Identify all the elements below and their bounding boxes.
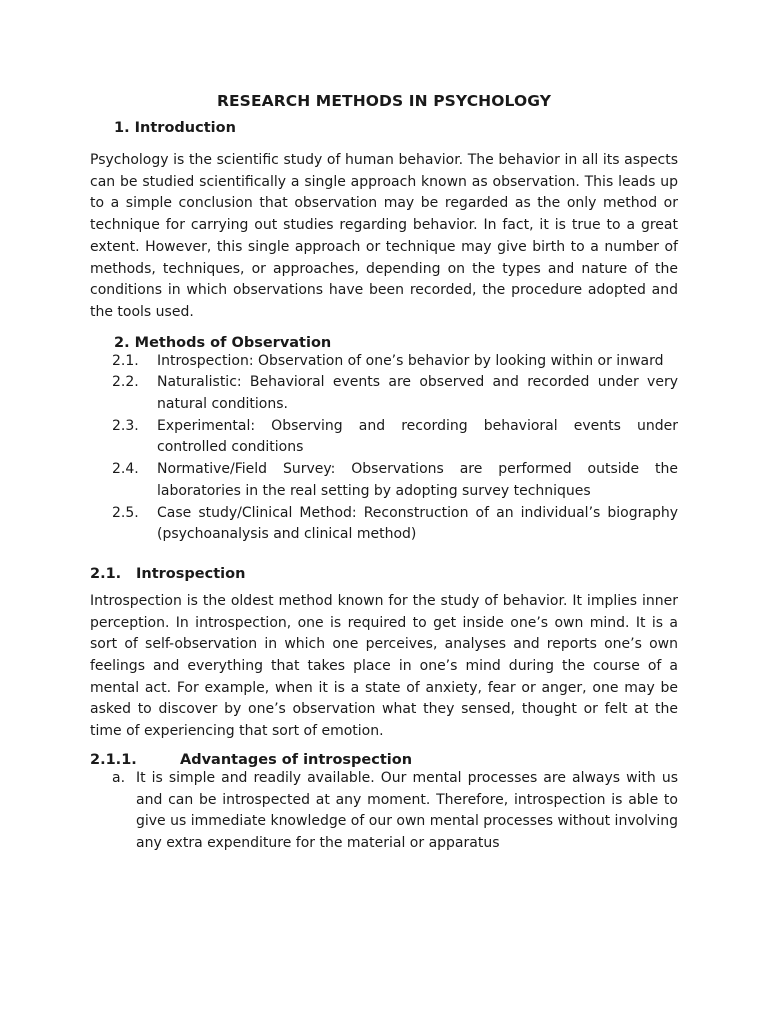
list-item-text: Introspection: Observation of one’s behavior by looking within or inward [157,352,664,369]
section-number: 2.1.1. [90,751,137,768]
section-2-1-heading [90,566,678,582]
list-item-text: Naturalistic: Behavioral events are observed and recorded under very natural conditions. [157,374,678,413]
list-item-letter: a. [112,769,126,786]
list-item-number: 2.2. [112,374,139,391]
methods-list [90,351,678,546]
section-title: Introspection [136,565,246,582]
list-item-number: 2.4. [112,461,139,478]
list-item [90,503,678,546]
introduction-paragraph: Psychology is the scientific study of human behavior. The behavior in all its aspects can be studied scientifically a single approach known as observation. This leads up to a simple conclusion that observation may be regarded as the only method or technique for carrying out studies regarding behavior. In fact, it is true to a great extent. However, this single approach or technique may give birth to a number of methods, techniques, or approaches, depending on the types and nature of the conditions in which observations have been recorded, the procedure adopted and the tools used. [90,152,678,320]
document-title: RESEARCH METHODS IN PSYCHOLOGY [216,92,552,110]
document-page [90,92,678,855]
list-item-text: Case study/Clinical Method: Reconstruction of an individual’s biography (psychoanalysis and clinical method) [157,504,678,543]
section-1-heading: 1. Introduction [114,120,236,136]
list-item [90,372,678,415]
list-item [90,416,678,459]
list-item-number: 2.1. [112,352,139,369]
list-item-text: It is simple and readily available. Our mental processes are always with us and can be introspected at any moment. Therefore, introspection is able to give us immediate knowledge of our own mental processes without involving any extra expenditure for the material or apparatus [136,769,678,851]
list-item-number: 2.5. [112,504,139,521]
introspection-paragraph: Introspection is the oldest method known for the study of behavior. It implies inner perception. In introspection, one is required to get inside one’s own mind. It is a sort of self-observation in which one perceives, analyses and reports one’s own feelings and everything that takes place in one’s mind during the course of a mental act. For example, when it is a state of anxiety, fear or anger, one may be asked to discover by one’s observation what they sensed, thought or felt at the time of experiencing that sort of emotion. [90,592,678,740]
section-number: 2.1. [90,565,122,582]
section-2-heading: 2. Methods of Observation [114,334,332,351]
section-title: Advantages of introspection [180,751,413,768]
list-item-text: Normative/Field Survey: Observations are performed outside the laboratories in the real setting by adopting survey techniques [157,461,678,499]
list-item [90,768,678,855]
section-2-1-1-heading [90,752,678,768]
list-item [90,459,678,502]
list-item-number: 2.3. [112,417,139,434]
list-item [90,351,678,373]
list-item-text: Experimental: Observing and recording behavioral events under controlled conditions [157,417,678,456]
advantages-list [90,768,678,855]
